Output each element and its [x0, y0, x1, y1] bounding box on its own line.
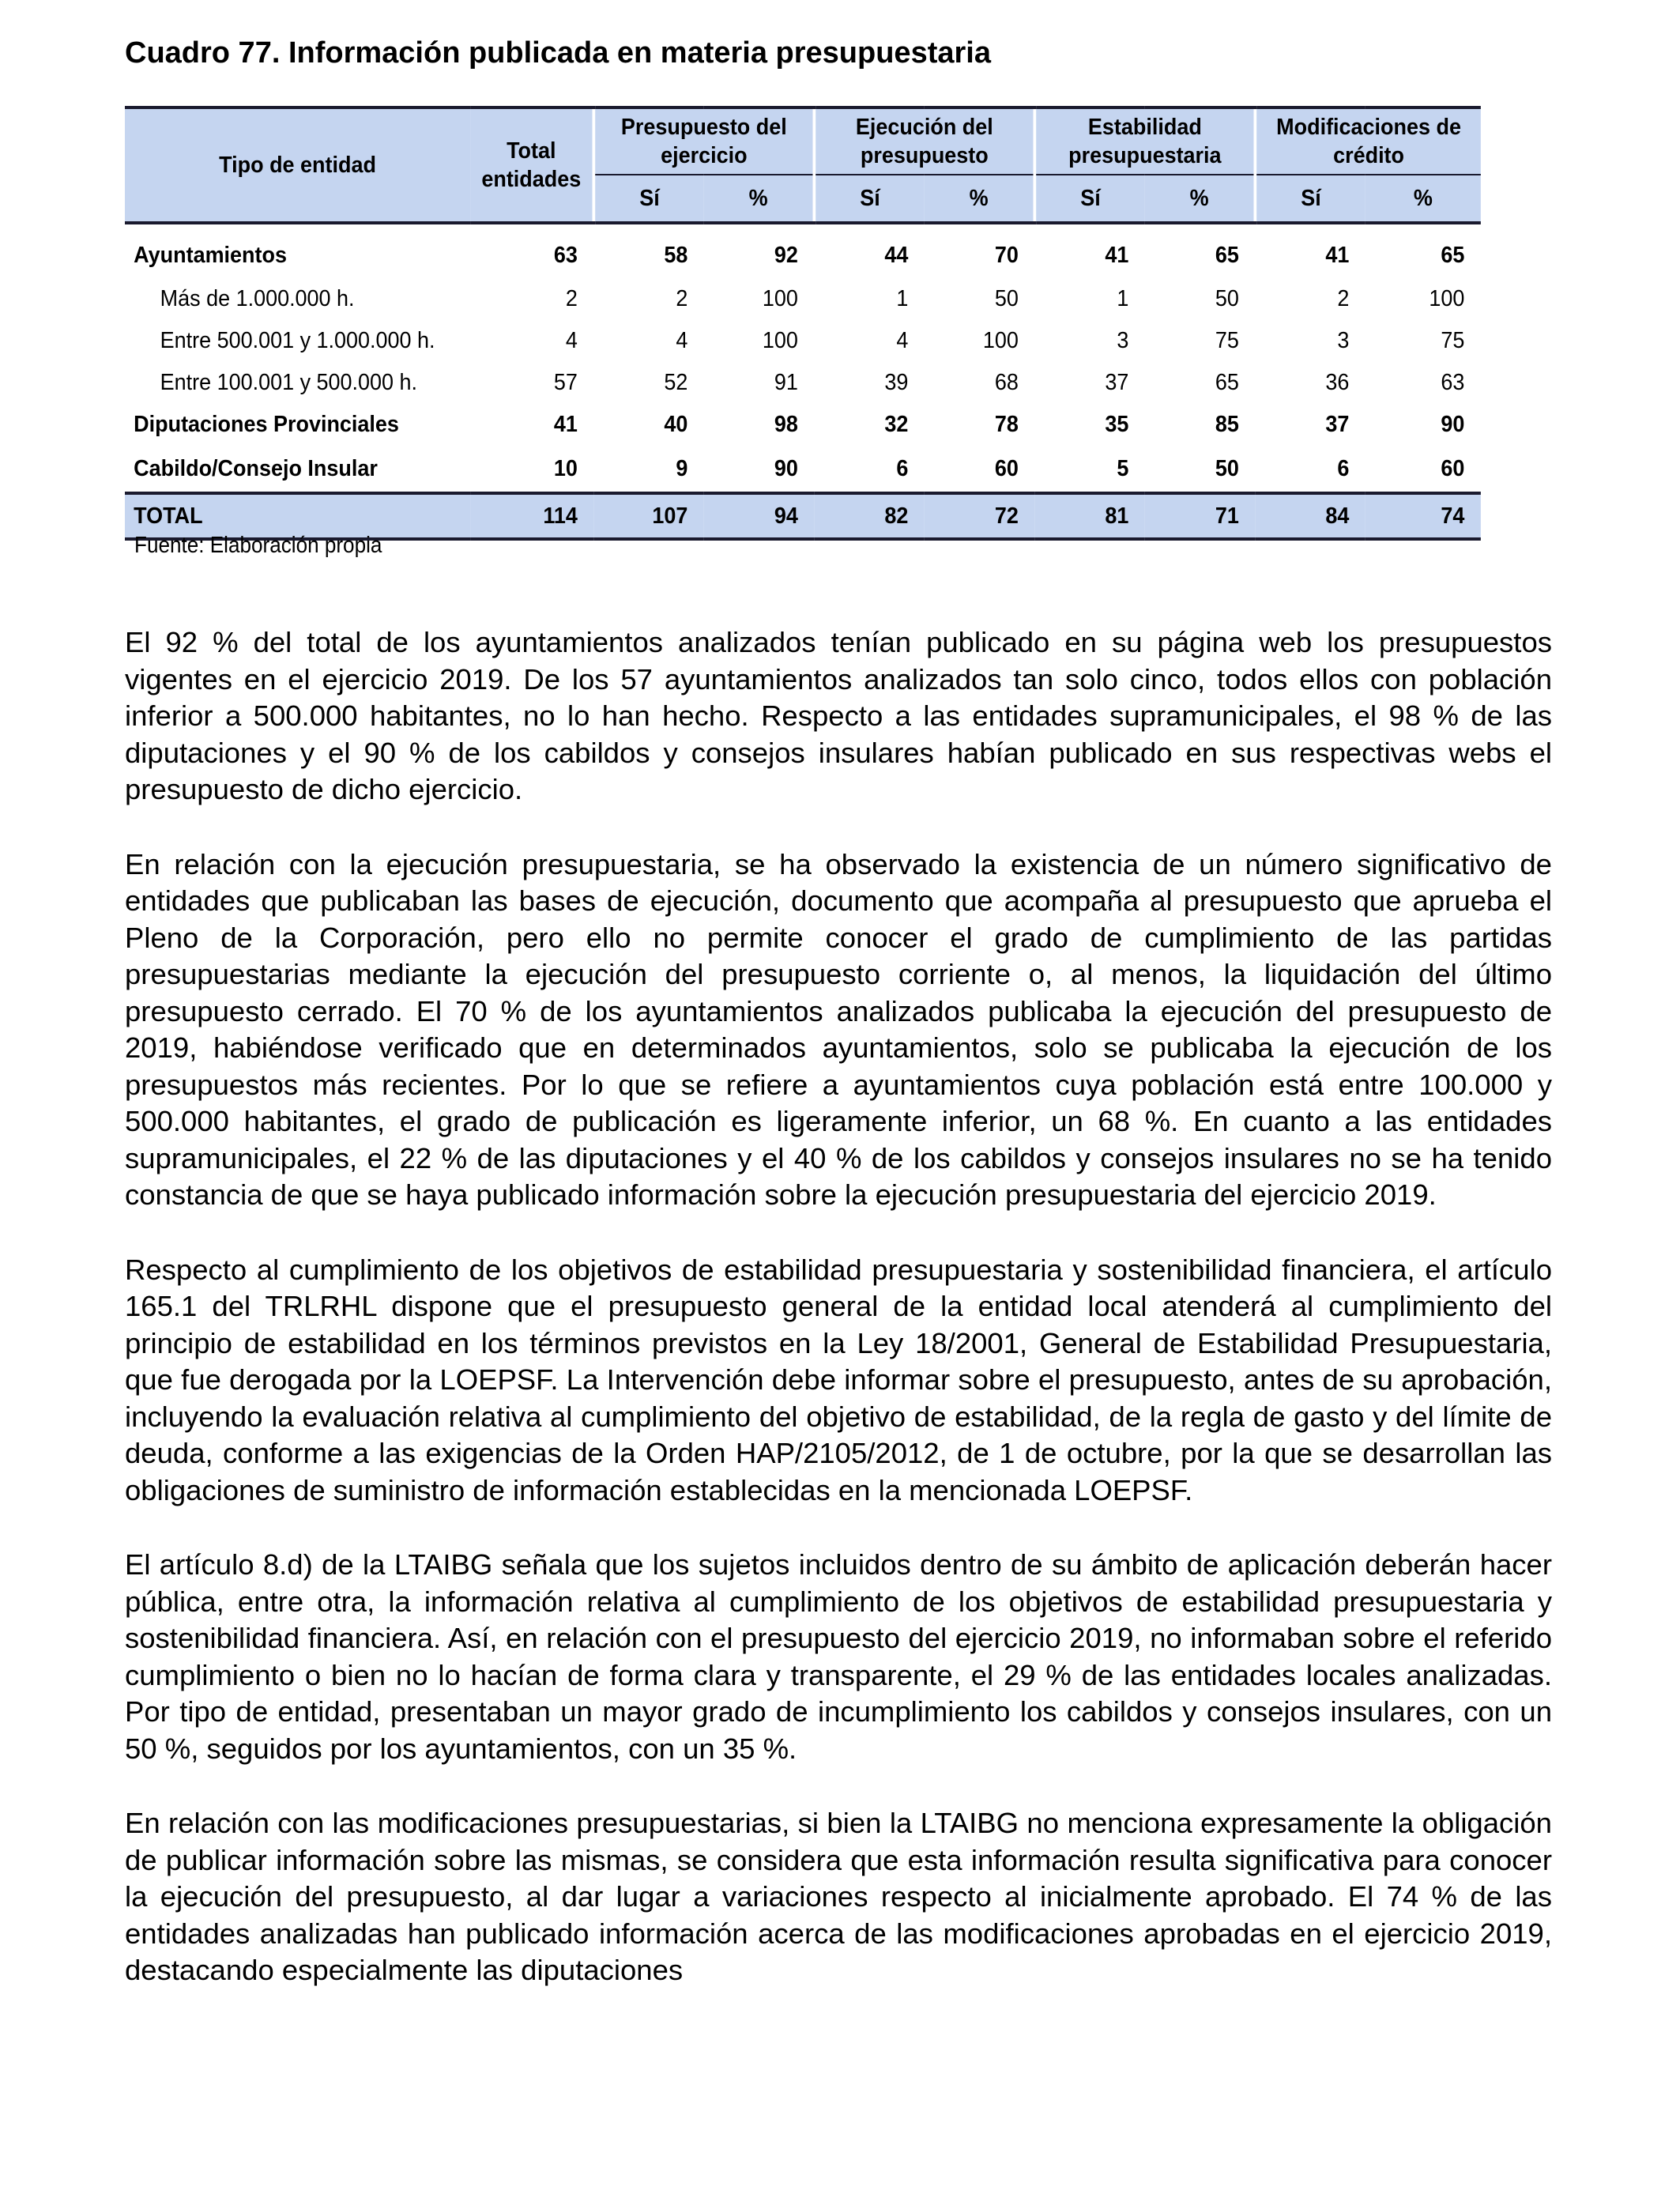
cell-ejec-pct: 50	[994, 286, 1019, 311]
cell-mod-pct: 60	[1441, 455, 1465, 481]
paragraph: El 92 % del total de los ayuntamientos analizados tenían publicado en su página web los presupuestos vigentes en el ejercicio 2019. De los 57 ayuntamientos analizados tan solo cinco, todos ellos con población inferior a 500.000 habitantes, no lo han hecho. Respecto a las entidades supramunicipales, el 98 % de las diputaciones y el 90 % de los cabildos y consejos insulares habían publicado en sus respectivas webs el presupuesto de dicho ejercicio.	[125, 626, 1552, 805]
cell-pres-pct: 94	[704, 493, 815, 539]
row-label: Entre 500.001 y 1.000.000 h.	[160, 328, 435, 353]
cell-total: 2	[565, 286, 578, 311]
cell-mod-si: 36	[1325, 370, 1350, 395]
header-pct: %	[1145, 175, 1256, 223]
cell-ejec-si: 1	[896, 286, 909, 311]
cell-mod-si: 3	[1337, 328, 1350, 353]
cell-ejec-pct: 72	[925, 493, 1035, 539]
cell-pres-si: 52	[664, 370, 688, 395]
cell-pres-pct: 100	[762, 328, 798, 353]
cell-ejec-si: 4	[896, 328, 909, 353]
budget-info-table	[125, 106, 1481, 541]
cell-pres-si: 4	[676, 328, 688, 353]
header-modificaciones-credito: Modificaciones de crédito	[1255, 107, 1481, 175]
cell-estab-pct: 65	[1215, 242, 1239, 268]
paragraph: En relación con la ejecución presupuestaria, se ha observado la existencia de un número significativo de entidades que publicaban las bases de ejecución, documento que acompaña al presupuesto que aprueba el Pleno de la Corporación, pero ello no permite conocer el grado de cumplimiento de las partidas presupuestarias mediante la ejecución del presupuesto corriente o, al menos, la liquidación del último presupuesto cerrado. El 70 % de los ayuntamientos analizados publicaba la ejecución del presupuesto de 2019, habiéndose verificado que en determinados ayuntamientos, solo se publicaba la ejecución de los presupuestos más recientes. Por lo que se refiere a ayuntamientos cuya población está entre 100.000 y 500.000 habitantes, el grado de publicación es ligeramente inferior, un 68 %. En cuanto a las entidades supramunicipales, el 22 % de las diputaciones y el 40 % de los cabildos y consejos insulares no se ha tenido constancia de que se haya publicado información sobre la ejecución presupuestaria del ejercicio 2019.	[125, 847, 1552, 1211]
cell-estab-si: 1	[1117, 286, 1129, 311]
cell-pres-pct: 92	[774, 242, 798, 268]
header-pct: %	[1365, 175, 1481, 223]
cell-ejec-pct: 60	[994, 455, 1019, 481]
header-ejecucion-presupuesto: Ejecución del presupuesto	[814, 107, 1034, 175]
cell-pres-pct: 100	[762, 286, 798, 311]
header-tipo-entidad: Tipo de entidad	[125, 107, 470, 223]
cell-estab-si: 37	[1105, 370, 1129, 395]
cell-mod-pct: 90	[1441, 412, 1465, 437]
cell-estab-pct: 71	[1145, 493, 1256, 539]
cell-estab-si: 35	[1105, 412, 1129, 437]
cell-ejec-pct: 68	[994, 370, 1019, 395]
cell-pres-si: 9	[676, 455, 688, 481]
cell-ejec-pct: 100	[982, 328, 1019, 353]
cell-mod-pct: 100	[1429, 286, 1465, 311]
cell-ejec-si: 6	[896, 455, 909, 481]
header-pct: %	[925, 175, 1035, 223]
cell-pres-si: 58	[664, 242, 688, 268]
table-row	[125, 404, 1481, 446]
table-row	[125, 223, 1481, 278]
cell-mod-pct: 65	[1441, 242, 1465, 268]
row-label: Entre 100.001 y 500.000 h.	[160, 370, 418, 395]
row-label: Más de 1.000.000 h.	[160, 286, 355, 311]
cell-ejec-pct: 70	[994, 242, 1019, 268]
row-label: Ayuntamientos	[134, 242, 287, 268]
cell-pres-pct: 98	[774, 412, 798, 437]
cell-ejec-si: 39	[884, 370, 909, 395]
cell-estab-pct: 85	[1215, 412, 1239, 437]
cell-total: 41	[553, 412, 578, 437]
header-presupuesto-ejercicio: Presupuesto del ejercicio	[593, 107, 814, 175]
cell-estab-si: 3	[1117, 328, 1129, 353]
cell-pres-pct: 90	[774, 455, 798, 481]
cell-total: 57	[553, 370, 578, 395]
table-row	[125, 320, 1481, 362]
paragraph: El artículo 8.d) de la LTAIBG señala que los sujetos incluidos dentro de su ámbito de aplicación deberán hacer pública, entre otra, la información relativa al cumplimiento de los objetivos de estabilidad presupuestaria y sostenibilidad financiera. Así, en relación con el presupuesto del ejercicio 2019, no informaban sobre el referido cumplimiento o bien no lo hacían de forma clara y transparente, el 29 % de las entidades locales analizadas. Por tipo de entidad, presentaban un mayor grado de incumplimiento los cabildos y consejos insulares, con un 50 %, seguidos por los ayuntamientos, con un 35 %.	[125, 1548, 1552, 1765]
table-source-note: Fuente: Elaboración propia	[134, 533, 382, 558]
cell-mod-si: 37	[1325, 412, 1350, 437]
cell-total: 4	[565, 328, 578, 353]
paragraph: Respecto al cumplimiento de los objetivos de estabilidad presupuestaria y sostenibilidad financiera, el artículo 165.1 del TRLRHL dispone que el presupuesto general de la entidad local atenderá al cumplimiento del principio de estabilidad en los términos previstos en la Ley 18/2001, General de Estabilidad Presupuestaria, que fue derogada por la LOEPSF. La Intervención debe informar sobre el presupuesto, antes de su aprobación, incluyendo la evaluación relativa al cumplimiento del objetivo de estabilidad, de la regla de gasto y del límite de deuda, conforme a las exigencias de la Orden HAP/2105/2012, de 1 de octubre, por la que se desarrollan las obligaciones de suministro de información establecidas en la mencionada LOEPSF.	[125, 1253, 1552, 1506]
cell-mod-si: 84	[1255, 493, 1365, 539]
cell-estab-pct: 50	[1215, 286, 1239, 311]
table-row	[125, 278, 1481, 320]
cell-estab-si: 81	[1034, 493, 1145, 539]
cell-estab-si: 5	[1117, 455, 1129, 481]
paragraph: En relación con las modificaciones presupuestarias, si bien la LTAIBG no menciona expresamente la obligación de publicar información sobre las mismas, se considera que esta información resulta significativa para conocer la ejecución del presupuesto, al dar lugar a variaciones respecto al inicialmente aprobado. El 74 % de las entidades analizadas han publicado información acerca de las modificaciones aprobadas en el ejercicio 2019, destacando especialmente las diputaciones	[125, 1807, 1552, 1986]
header-total-entidades: Total entidades	[470, 107, 593, 223]
cell-mod-si: 6	[1337, 455, 1350, 481]
cell-total: 63	[553, 242, 578, 268]
cell-total: 10	[553, 455, 578, 481]
cell-mod-si: 41	[1325, 242, 1350, 268]
header-si: Sí	[1255, 175, 1365, 223]
body-text	[125, 624, 1552, 2027]
cell-estab-pct: 65	[1215, 370, 1239, 395]
cell-estab-pct: 75	[1215, 328, 1239, 353]
header-si: Sí	[593, 175, 704, 223]
row-label: Diputaciones Provinciales	[134, 412, 399, 437]
cell-ejec-si: 44	[884, 242, 909, 268]
table-row	[125, 446, 1481, 493]
header-si: Sí	[814, 175, 925, 223]
cell-estab-pct: 50	[1215, 455, 1239, 481]
cell-pres-si: 2	[676, 286, 688, 311]
cell-pres-si: 40	[664, 412, 688, 437]
cell-ejec-si: 32	[884, 412, 909, 437]
table-row	[125, 362, 1481, 404]
cell-mod-si: 2	[1337, 286, 1350, 311]
cell-pres-si: 107	[593, 493, 704, 539]
cell-ejec-si: 82	[814, 493, 925, 539]
cell-mod-pct: 75	[1441, 328, 1465, 353]
cell-total: 114	[470, 493, 593, 539]
cell-estab-si: 41	[1105, 242, 1129, 268]
row-label: TOTAL	[125, 493, 470, 539]
header-si: Sí	[1034, 175, 1145, 223]
cell-pres-pct: 91	[774, 370, 798, 395]
header-estabilidad-presupuestaria: Estabilidad presupuestaria	[1034, 107, 1255, 175]
header-pct: %	[704, 175, 815, 223]
table-title: Cuadro 77. Información publicada en materia presupuestaria	[125, 36, 991, 70]
cell-mod-pct: 63	[1441, 370, 1465, 395]
cell-ejec-pct: 78	[994, 412, 1019, 437]
row-label: Cabildo/Consejo Insular	[134, 455, 378, 481]
cell-mod-pct: 74	[1365, 493, 1481, 539]
